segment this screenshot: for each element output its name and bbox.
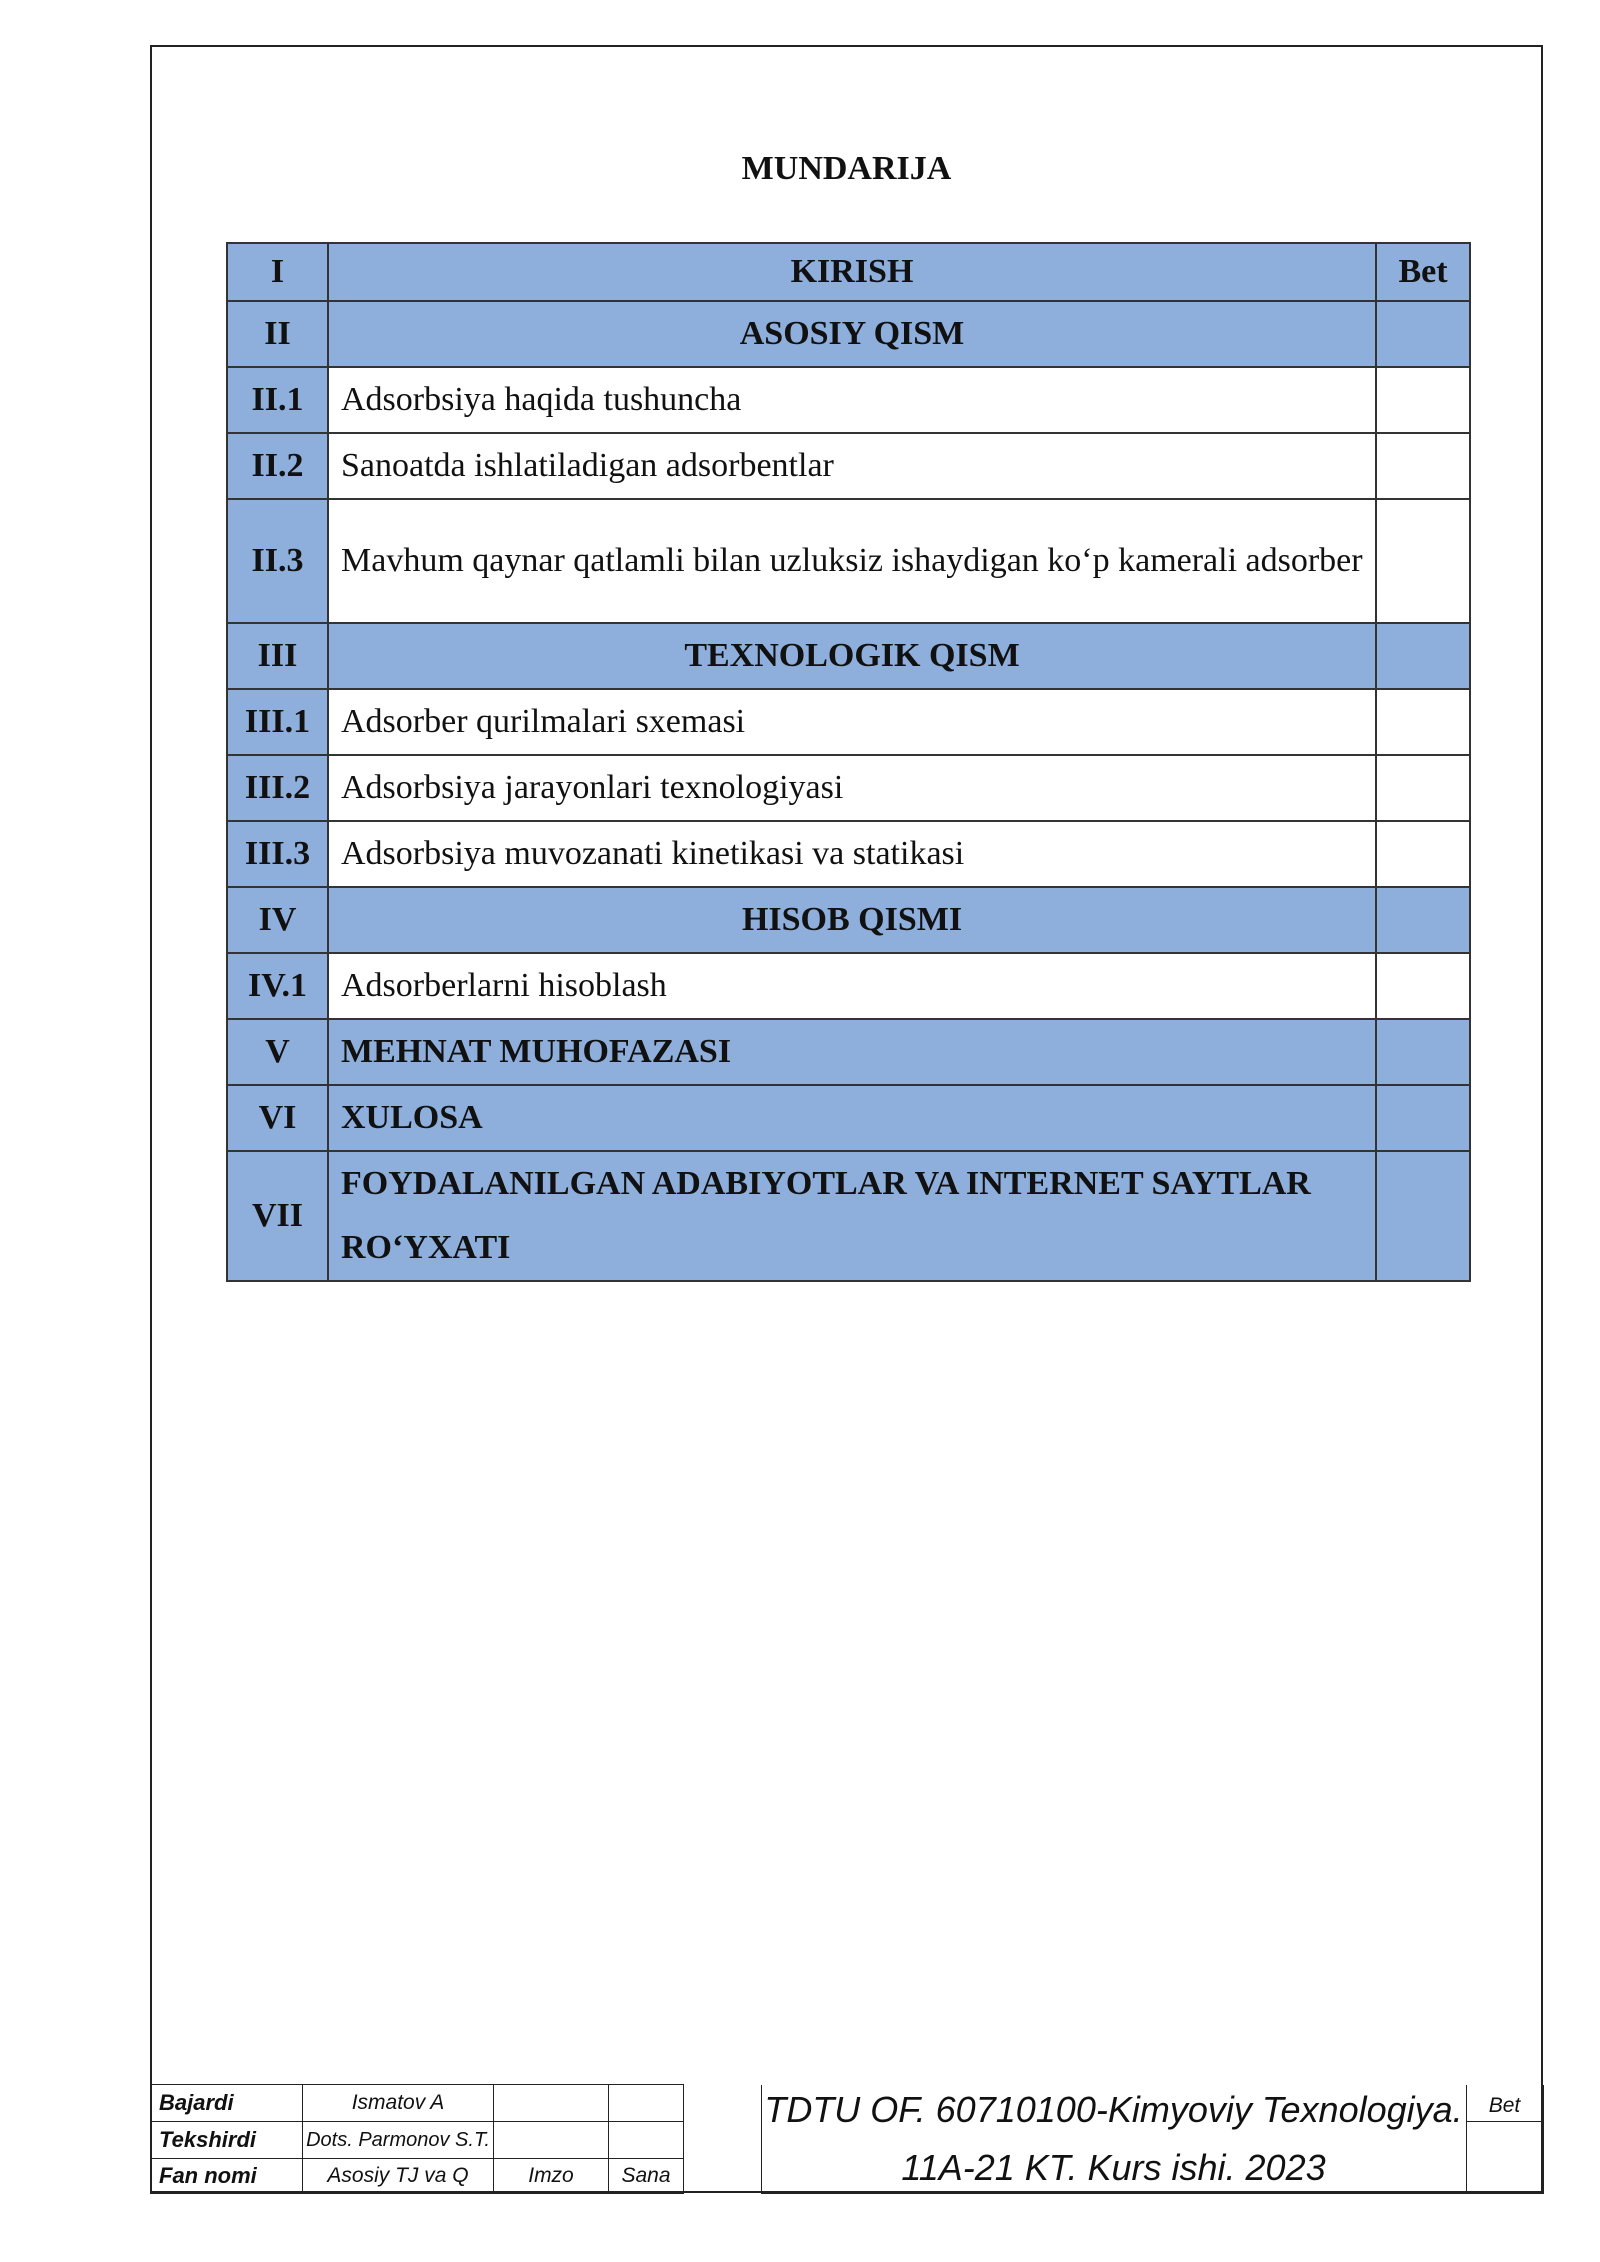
toc-title: Sanoatda ishlatiladigan adsorbentlar — [328, 433, 1376, 499]
toc-title: Mavhum qaynar qatlamli bilan uzluksiz ishaydigan ko‘p kamerali adsorber — [328, 499, 1376, 623]
stamp-cell — [494, 2085, 609, 2122]
toc-row — [227, 499, 1470, 623]
toc-row — [227, 755, 1470, 821]
fan-value: Asosiy TJ va Q — [303, 2159, 494, 2194]
toc-page — [1376, 433, 1470, 499]
toc-number: VI — [227, 1085, 328, 1151]
bet-label: Bet — [1467, 2085, 1543, 2122]
toc-page: Bet — [1376, 243, 1470, 301]
title-block — [150, 2084, 1544, 2194]
stamp-right — [761, 2085, 1544, 2194]
toc-title: Adsorberlarni hisoblash — [328, 953, 1376, 1019]
toc-number: IV — [227, 887, 328, 953]
toc-page — [1376, 1019, 1470, 1085]
toc-row — [227, 301, 1470, 367]
bet-value — [1467, 2122, 1543, 2193]
tekshirdi-label: Tekshirdi — [151, 2122, 303, 2159]
toc-number: V — [227, 1019, 328, 1085]
toc-page — [1376, 367, 1470, 433]
doc-code-line1: TDTU OF. 60710100-Kimyoviy Texnologiya. — [764, 2088, 1463, 2130]
toc-number: III.2 — [227, 755, 328, 821]
toc-title: TEXNOLOGIK QISM — [328, 623, 1376, 689]
toc-page — [1376, 821, 1470, 887]
toc-row — [227, 1151, 1470, 1281]
bajardi-label: Bajardi — [151, 2085, 303, 2122]
toc-page — [1376, 887, 1470, 953]
toc-row — [227, 623, 1470, 689]
toc-title: Adsorber qurilmalari sxemasi — [328, 689, 1376, 755]
doc-code — [761, 2085, 1467, 2194]
toc-page — [1376, 499, 1470, 623]
toc-title: KIRISH — [328, 243, 1376, 301]
toc-number: VII — [227, 1151, 328, 1281]
toc-title: ASOSIY QISM — [328, 301, 1376, 367]
toc-number: III.3 — [227, 821, 328, 887]
toc-page — [1376, 1085, 1470, 1151]
stamp-sana-col — [684, 2085, 761, 2194]
toc-page — [1376, 953, 1470, 1019]
toc-page — [1376, 1151, 1470, 1281]
toc-row — [227, 1019, 1470, 1085]
toc-title: FOYDALANILGAN ADABIYOTLAR VA INTERNET SAYTLAR RO‘YXATI — [328, 1151, 1376, 1281]
stamp-cell — [609, 2122, 684, 2159]
toc-number: II.2 — [227, 433, 328, 499]
toc-page — [1376, 689, 1470, 755]
toc-title: XULOSA — [328, 1085, 1376, 1151]
toc-row — [227, 887, 1470, 953]
toc-page — [1376, 301, 1470, 367]
toc-number: IV.1 — [227, 953, 328, 1019]
toc-row — [227, 689, 1470, 755]
toc-title: MEHNAT MUHOFAZASI — [328, 1019, 1376, 1085]
toc-number: III — [227, 623, 328, 689]
tekshirdi-name: Dots. Parmonov S.T. — [303, 2122, 494, 2159]
toc-number: II — [227, 301, 328, 367]
sana-label: Sana — [609, 2159, 684, 2194]
toc-title: Adsorbsiya jarayonlari texnologiyasi — [328, 755, 1376, 821]
toc-row — [227, 953, 1470, 1019]
toc-row — [227, 243, 1470, 301]
stamp-cell — [609, 2085, 684, 2122]
toc-title: Adsorbsiya haqida tushuncha — [328, 367, 1376, 433]
toc-number: II.3 — [227, 499, 328, 623]
bajardi-name: Ismatov A — [303, 2085, 494, 2122]
fan-label: Fan nomi — [151, 2159, 303, 2194]
toc-page — [1376, 755, 1470, 821]
toc-number: I — [227, 243, 328, 301]
toc-row — [227, 433, 1470, 499]
stamp-cell — [494, 2122, 609, 2159]
toc-row — [227, 367, 1470, 433]
toc-row — [227, 821, 1470, 887]
toc-number: III.1 — [227, 689, 328, 755]
page-title: MUNDARIJA — [741, 150, 952, 187]
doc-code-line2: 11A-21 KT. Kurs ishi. 2023 — [901, 2146, 1326, 2188]
toc-table — [226, 242, 1471, 1282]
page-box — [1467, 2085, 1544, 2194]
toc-title: Adsorbsiya muvozanati kinetikasi va statikasi — [328, 821, 1376, 887]
toc-page — [1376, 623, 1470, 689]
toc-number: II.1 — [227, 367, 328, 433]
imzo-label: Imzo — [494, 2159, 609, 2194]
toc-row — [227, 1085, 1470, 1151]
toc-title: HISOB QISMI — [328, 887, 1376, 953]
